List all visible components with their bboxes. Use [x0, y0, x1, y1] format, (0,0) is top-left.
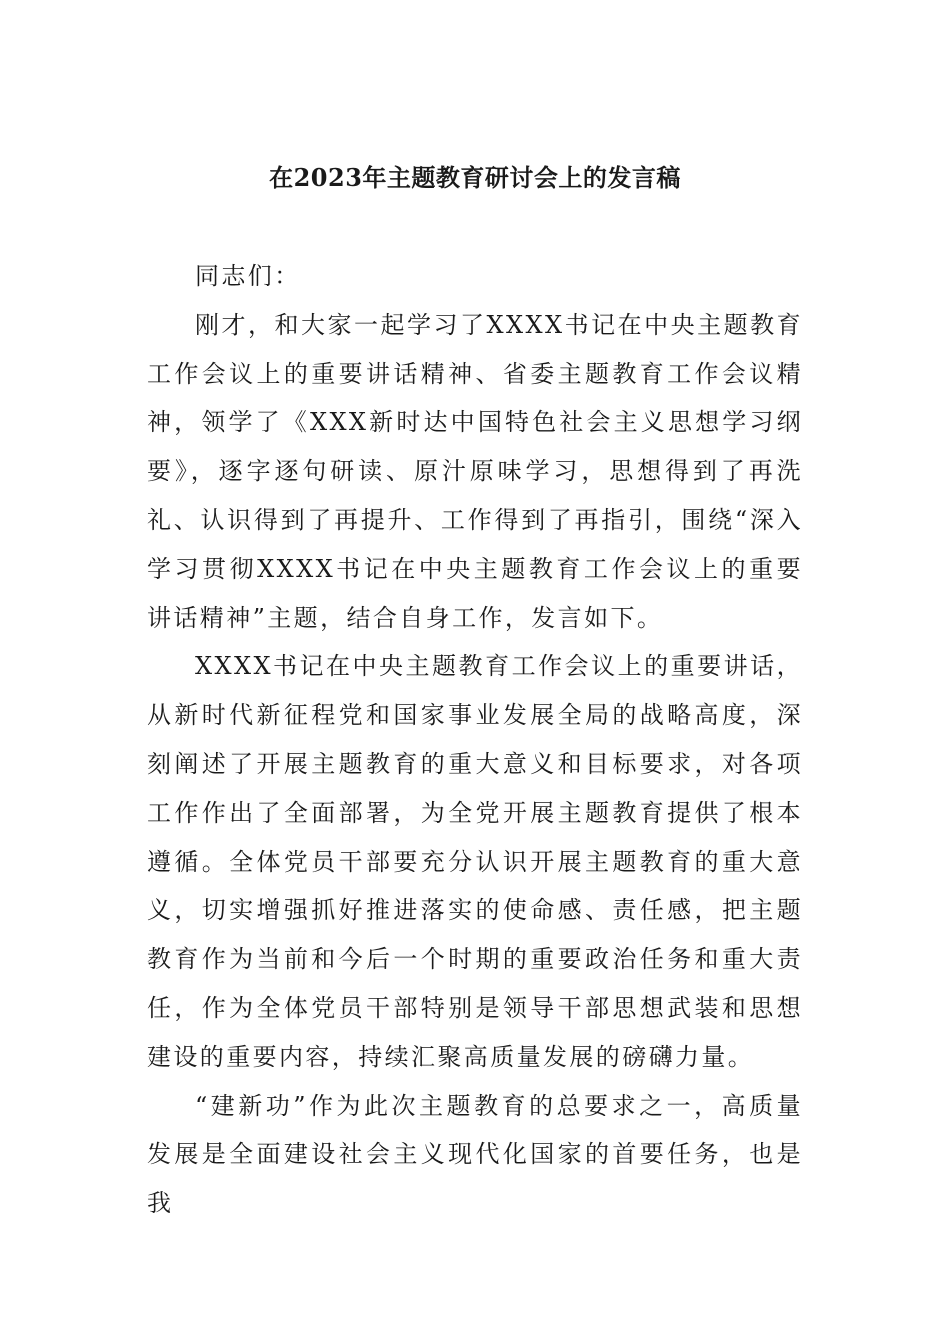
- document-body: [147, 252, 803, 1228]
- paragraph-3: “建新功”作为此次主题教育的总要求之一，高质量发展是全面建设社会主义现代化国家的首要任务，也是我: [147, 1091, 803, 1218]
- document-title: 在2023年主题教育研讨会上的发言稿: [269, 163, 681, 192]
- salutation: 同志们：: [195, 262, 301, 290]
- paragraph-1: 刚才，和大家一起学习了XXXX书记在中央主题教育工作会议上的重要讲话精神、省委主题教育工作会议精神，领学了《XXX新时达中国特色社会主义思想学习纲要》，逐字逐句研读、原汁原味学习，思想得到了再洗礼、认识得到了再提升、工作得到了再指引，围绕“深入学习贯彻XXXX书记在中央主题教育工作会议上的重要讲话精神”主题，结合自身工作，发言如下。: [147, 310, 803, 632]
- paragraph-2: XXXX书记在中央主题教育工作会议上的重要讲话，从新时代新征程党和国家事业发展全局的战略高度，深刻阐述了开展主题教育的重大意义和目标要求，对各项工作作出了全面部署，为全党开展主题教育提供了根本遵循。全体党员干部要充分认识开展主题教育的重大意义，切实增强抓好推进落实的使命感、责任感，把主题教育作为当前和今后一个时期的重要政治任务和重大责任，作为全体党员干部特别是领导干部思想武装和思想建设的重要内容，持续汇聚高质量发展的磅礴力量。: [147, 652, 803, 1071]
